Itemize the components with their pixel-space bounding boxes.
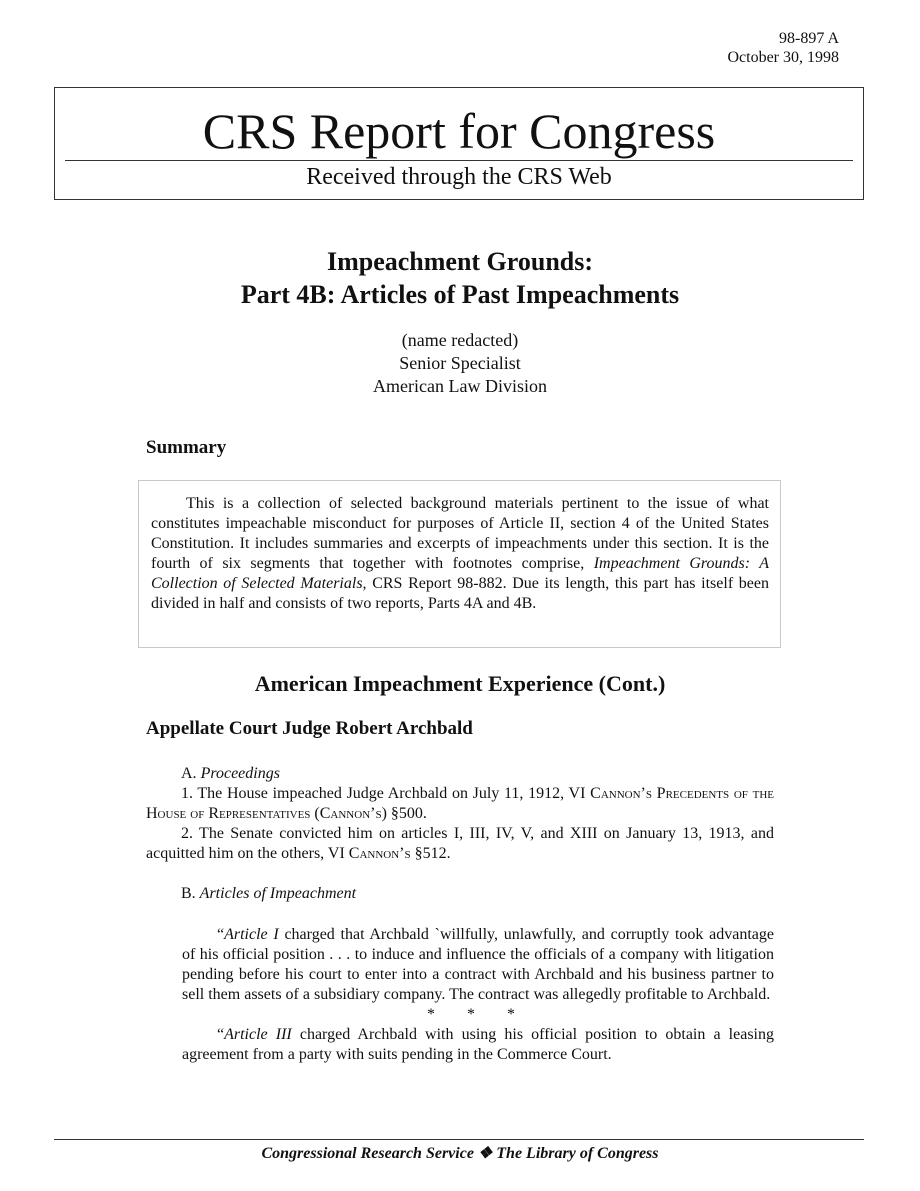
report-date: October 30, 1998 (727, 49, 839, 66)
summary-text-part-1: This is a collection of selected background materials pertinent to the issue of what constitutes impeachable misconduct for purposes of Article II, section 4 of the United States Constitution. It includes summaries and excerpts of impeachments under this section. It is the fourth of six segments that together with footnotes comprise, (151, 495, 769, 572)
item-1-text: 1. The House impeached Judge Archbald on July 11, 1912, VI (181, 785, 591, 802)
author-name: (name redacted) (401, 330, 519, 350)
item-1-section: §500. (386, 805, 427, 822)
subsection-heading: Appellate Court Judge Robert Archbald (146, 718, 473, 739)
article-3-text: charged Archbald with using his official position to obtain a leasing agreement from a party with suits pending in the Commerce Court. (182, 1026, 775, 1063)
proceedings-title: Proceedings (200, 765, 280, 782)
report-number: 98-897 A (779, 30, 839, 47)
item-1-citation: Cannon’s Precedents of the House of Representatives (Cannon’s) (146, 785, 774, 822)
summary-cited-work: Impeachment Grounds: A Collection of Selected Materials, (151, 555, 770, 592)
item-2-text: 2. The Senate convicted him on articles I, III, IV, V, and XIII on January 13, 1913, and acquitted him on the others, VI (146, 825, 774, 862)
section-heading: American Impeachment Experience (Cont.) (254, 671, 666, 696)
footer-crs: Congressional Research Service (261, 1145, 474, 1162)
articles-title: Articles of Impeachment (199, 885, 357, 902)
article-3-quote (182, 1025, 774, 1065)
author-division: American Law Division (373, 376, 547, 396)
quote-2-open: “ (217, 1026, 225, 1043)
articles-heading-line (146, 884, 774, 904)
byline (0, 329, 920, 398)
footer-divider (54, 1139, 864, 1140)
item-2-citation: Cannon’s (348, 845, 411, 862)
proceedings-item-2 (146, 824, 774, 864)
article-1-label: Article I (224, 926, 279, 943)
proceedings-heading (146, 764, 774, 784)
articles-heading (146, 884, 774, 904)
summary-text-part-2: CRS Report 98-882. Due its length, this part has itself been divided in half and consists of two reports, Parts 4A and 4B. (151, 575, 769, 612)
article-1-quote (182, 925, 774, 1005)
footer-separator-icon: ❖ (477, 1145, 493, 1162)
articles-label: B. (181, 885, 200, 902)
report-banner (54, 87, 864, 200)
section-separator: * * * (427, 1006, 529, 1023)
report-meta (727, 29, 839, 67)
author-title: Senior Specialist (399, 353, 521, 373)
banner-divider (65, 160, 853, 161)
articles-quotes (182, 925, 774, 1065)
quote-1-open: “ (217, 926, 225, 943)
title-line-1: Impeachment Grounds: (326, 247, 594, 276)
page-footer (0, 1143, 920, 1163)
proceedings-label: A. (181, 765, 201, 782)
summary-text (151, 494, 769, 614)
title-line-2: Part 4B: Articles of Past Impeachments (240, 280, 680, 309)
banner-title: CRS Report for Congress (202, 103, 716, 159)
banner-subtitle: Received through the CRS Web (306, 164, 612, 190)
proceedings-block (146, 764, 774, 864)
article-3-label: Article III (224, 1026, 292, 1043)
summary-heading: Summary (146, 437, 227, 458)
footer-library: The Library of Congress (496, 1145, 659, 1162)
item-2-section: §512. (410, 845, 451, 862)
summary-box (138, 480, 781, 648)
article-1-text: charged that Archbald `willfully, unlawfully, and corruptly took advantage of his official position . . . to induce and influence the officials of a company with litigation pending before his court to enter into a contract with Archbald and his business partner to sell them assets of a subsidiary company. The contract was allegedly profitable to Archbald. (182, 926, 774, 1003)
document-title (0, 245, 920, 311)
proceedings-item-1 (146, 784, 774, 824)
